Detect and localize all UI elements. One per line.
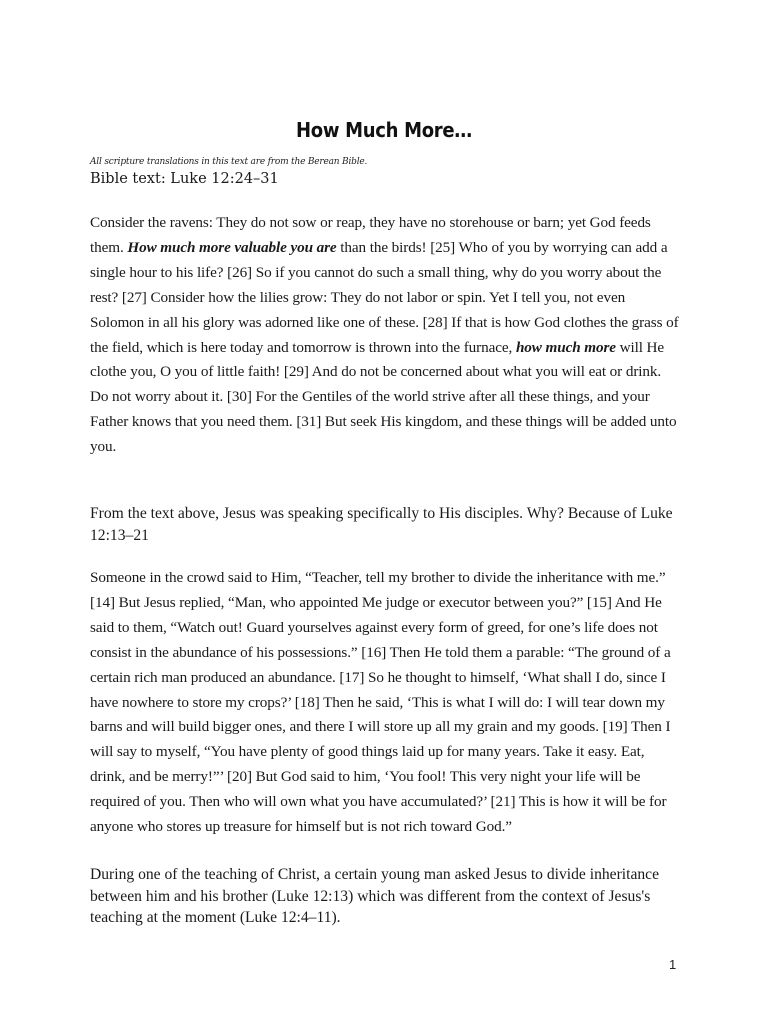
page-number: 1 [669, 957, 677, 972]
commentary-paragraph: From the text above, Jesus was speaking specifically to His disciples. Why? Because of Luke 12:13–21 [90, 505, 673, 544]
emphasis-text: How much more valuable you are [127, 238, 337, 256]
passage-text: will He clothe you, O you of little faith! [29] And do not be concerned about what you will eat or drink. Do not worry about it. [30] For the Gentiles of the world strive after all these things, and your Father knows that you need them. [31] But seek His kingdom, and these things will be added unto you. [90, 338, 677, 456]
passage-text: Consider the ravens: They do not sow or reap, they have no storehouse or barn; yet God feeds them. [90, 214, 651, 256]
scripture-passage-luke-12-13: Someone in the crowd said to Him, “Teacher, tell my brother to divide the inheritance with me.” [14] But Jesus replied, “Man, who appointed Me judge or executor between you?” [15] And He said to them, “Watch out! Guard yourselves against every form of greed, for one’s life does not consist in the abundance of his possessions.” [16] Then He told them a parable: “The ground of a certain rich man produced an abundance. [17] So he thought to himself, ‘What shall I do, since I have nowhere to store my crops?’ [18] Then he said, ‘This is what I will do: I will tear down my barns and will build bigger ones, and there I will store up all my grain and my goods. [19] Then I will say to myself, “You have plenty of good things laid up for many years. Take it easy. Eat, drink, and be merry!”’ [20] But God said to him, ‘You fool! This very night your life will be required of you. Then who will own what you have accumulated?’ [21] This is how it will be for anyone who stores up treasure for himself but is not rich toward God.” [90, 569, 671, 836]
commentary-paragraph: During one of the teaching of Christ, a certain young man asked Jesus to divide inheritance between him and his brother (Luke 12:13) which was different from the context of Jesus's teaching at the moment (Luke 12:4–11). [90, 866, 660, 926]
page-title: How Much More… [296, 118, 472, 142]
emphasis-text: how much more [515, 338, 616, 356]
translation-note: All scripture translations in this text are from the Berean Bible. [90, 157, 368, 167]
scripture-passage-luke-12-24 [90, 211, 680, 460]
bible-text-reference: Bible text: Luke 12:24–31 [90, 171, 279, 187]
passage-text: than the birds! [25] Who of you by worrying can add a single hour to his life? [26] So if you cannot do such a small thing, why do you worry about the rest? [27] Consider how the lilies grow: They do not labor or spin. Yet I tell you, not even Solomon in all his glory was adorned like one of these. [28] If that is how God clothes the grass of the field, which is here today and tomorrow is thrown into the furnace, [90, 238, 679, 356]
